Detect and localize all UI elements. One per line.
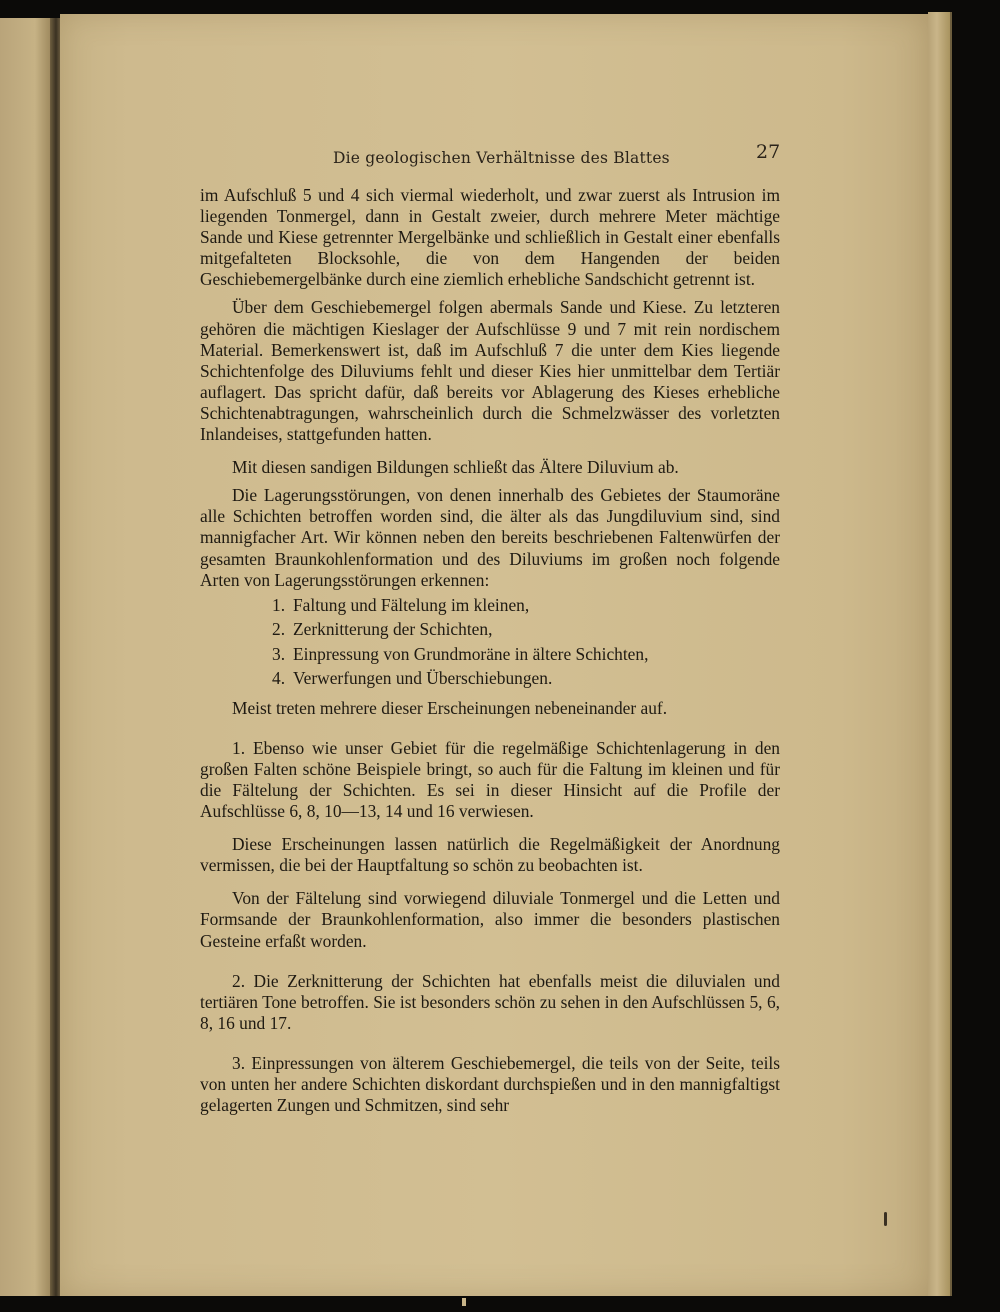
paragraph-faeltelung: Von der Fältelung sind vorwiegend diluviale Tonmergel und die Letten und Formsande der Braunkohlenformation, also immer die besonders plastischen Gesteine erfaßt worden.	[200, 888, 780, 951]
paragraph-aelteres-diluvium: Mit diesen sandigen Bildungen schließt das Ältere Diluvium ab.	[232, 457, 679, 478]
paragraph-regelmaessigkeit: Diese Erscheinungen lassen natürlich die Regelmäßigkeit der Anordnung vermissen, die bei der Hauptfaltung so schön zu beobachten ist.	[200, 834, 780, 876]
paragraph-lagerungsstoerungen: Die Lagerungsstörungen, von denen innerhalb des Gebietes der Staumoräne alle Schichten betroffen worden sind, die älter als das Jungdiluvium sind, sind mannigfacher Art. Wir können neben den bereits beschriebenen Faltenwürfen der gesamten Braunkohlenformation und des Diluviums im großen noch folgende Arten von Lagerungsstörungen erkennen:	[200, 485, 780, 590]
list-item	[272, 593, 780, 618]
left-page-edge	[0, 18, 50, 1296]
list-item-text: Zerknitterung der Schichten,	[293, 619, 493, 640]
disturbance-types-list	[200, 593, 780, 691]
paragraph-einpressungen: 3. Einpressungen von älterem Geschiebemergel, die teils von der Seite, teils von unten her andere Schichten diskordant durchspießen und in den mannigfaltigst gelagerten Zungen und Schmitzen, sind sehr	[200, 1052, 780, 1116]
page-number: 27	[756, 141, 781, 163]
paragraph-erscheinungen: Meist treten mehrere dieser Erscheinungen nebeneinander auf.	[232, 697, 668, 718]
paragraph-sande-kiese: Über dem Geschiebemergel folgen abermals Sande und Kiese. Zu letzteren gehören die mächtigen Kieslager der Aufschlüsse 9 und 7 mit rein nordischem Material. Bemerkenswert ist, daß im Aufschluß 7 die unter dem Kies liegende Schichtenfolge des Diluviums fehlt und dieser Kies hier unmittelbar dem Tertiär auflagert. Das spricht dafür, daß bereits vor Ablagerung des Kieses erhebliche Schichtenabtragungen, wahrscheinlich durch die Schmelzwässer des vorletzten Inlandeises, stattgefunden hatten.	[200, 297, 780, 445]
body-text	[200, 185, 780, 1116]
list-item-number: 1.	[272, 594, 286, 615]
list-item-number: 2.	[272, 619, 286, 640]
list-item-text: Einpressung von Grundmoräne in ältere Schichten,	[293, 643, 649, 664]
list-item	[272, 642, 780, 667]
list-item-text: Faltung und Fältelung im kleinen,	[293, 594, 530, 615]
list-item-number: 4.	[272, 668, 286, 689]
list-item-text: Verwerfungen und Überschiebungen.	[293, 668, 553, 689]
list-item	[272, 617, 780, 642]
running-header-title: Die geologischen Verhältnisse des Blattes	[333, 149, 670, 167]
right-page-stack-edge	[928, 12, 952, 1296]
paragraph-continuation: im Aufschluß 5 und 4 sich viermal wiederholt, und zwar zuerst als Intrusion im liegenden Tonmergel, dann in Gestalt zweier, durch mehrere Meter mächtige Sande und Kiese getrennter Mergelbänke und schließlich in Gestalt einer ebenfalls mitgefalteten Blocksohle, die von dem Hangenden der beiden Geschiebemergelbänke durch eine ziemlich erhebliche Sandschicht getrennt ist.	[200, 185, 780, 290]
binding-thread-mark	[884, 1212, 887, 1226]
paragraph-zerknitterung: 2. Die Zerknitterung der Schichten hat ebenfalls meist die diluvialen und tertiären Tone betroffen. Sie ist besonders schön zu sehen in den Aufschlüssen 5, 6, 8, 16 und 17.	[200, 970, 780, 1033]
list-item-number: 3.	[272, 643, 286, 664]
page-bottom-mark	[462, 1298, 466, 1306]
paragraph-faltung: 1. Ebenso wie unser Gebiet für die regelmäßige Schichtenlagerung in den großen Falten schöne Beispiele bringt, so auch für die Faltung im kleinen und für die Fältelung der Schichten. Es sei in dieser Hinsicht auf die Profile der Aufschlüsse 6, 8, 10—13, 14 und 16 verwiesen.	[200, 737, 780, 822]
list-item	[272, 666, 780, 691]
